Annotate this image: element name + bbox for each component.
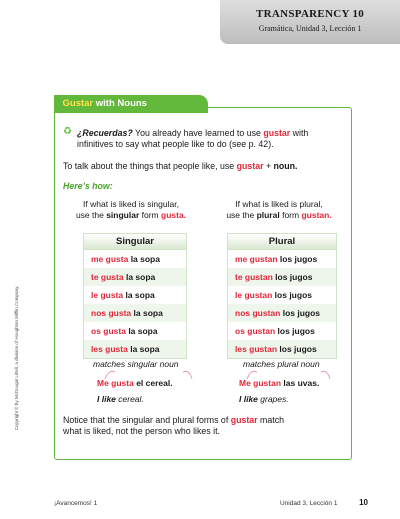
table-row: os gusta la sopa [91, 326, 158, 336]
singular-table-header: Singular [84, 234, 186, 250]
table-row: le gusta la sopa [91, 290, 155, 300]
notice-line-2: what is liked, not the person who likes it. [63, 426, 220, 436]
table-row: me gustan los jugos [235, 254, 318, 264]
singular-example: Me gusta el cereal. [97, 378, 173, 388]
footer-book-title: ¡Avancemos! 1 [54, 500, 98, 507]
singular-translation: I like cereal. [97, 394, 144, 404]
table-row: me gusta la sopa [91, 254, 160, 264]
recuerdas-line-1: ¿Recuerdas? You already have learned to use gustar with [77, 128, 309, 138]
heres-how-heading: Here’s how: [63, 181, 113, 191]
recuerdas-label: ¿Recuerdas? [77, 128, 133, 138]
table-row: le gustan los jugos [235, 290, 312, 300]
card-title-rest: with Nouns [93, 98, 147, 109]
table-row: te gusta la sopa [84, 268, 186, 286]
plural-table-header: Plural [228, 234, 336, 250]
singular-condition: If what is liked is singular, use the singular form gusta. [75, 199, 187, 220]
plural-example: Me gustan las uvas. [239, 378, 320, 388]
recuerdas-line-2: infinitives to say what people like to do (see p. 42). [77, 139, 274, 149]
transparency-title: TRANSPARENCY 10 [255, 8, 365, 20]
plural-translation: I like grapes. [239, 394, 289, 404]
card-title [54, 95, 208, 113]
page-number: 10 [359, 498, 368, 507]
plural-table [227, 233, 337, 359]
copyright-notice: Copyright © by McDougal Littell, a division of Houghton Mifflin Company. [14, 285, 19, 431]
singular-match-note: matches singular noun [93, 359, 179, 369]
table-row: les gusta la sopa [84, 340, 186, 358]
plural-match-note: matches plural noun [243, 359, 320, 369]
singular-table [83, 233, 187, 359]
table-row: os gustan los jugos [235, 326, 315, 336]
plural-condition: If what is liked is plural, use the plural form gustan. [226, 199, 332, 220]
recycle-icon: ♻ [63, 126, 72, 137]
table-row: les gustan los jugos [228, 340, 336, 358]
card-title-highlight: Gustar [62, 98, 94, 109]
talk-about-line: To talk about the things that people like, use gustar + noun. [63, 161, 298, 171]
footer-lesson: Unidad 3, Lección 1 [280, 500, 338, 507]
table-row: nos gusta la sopa [84, 304, 186, 322]
grammar-card [54, 98, 352, 460]
table-row: nos gustan los jugos [228, 304, 336, 322]
transparency-tab [220, 0, 400, 44]
notice-line-1: Notice that the singular and plural forms of gustar match [63, 415, 285, 425]
transparency-subtitle: Gramática, Unidad 3, Lección 1 [258, 24, 362, 33]
table-row: te gustan los jugos [228, 268, 336, 286]
